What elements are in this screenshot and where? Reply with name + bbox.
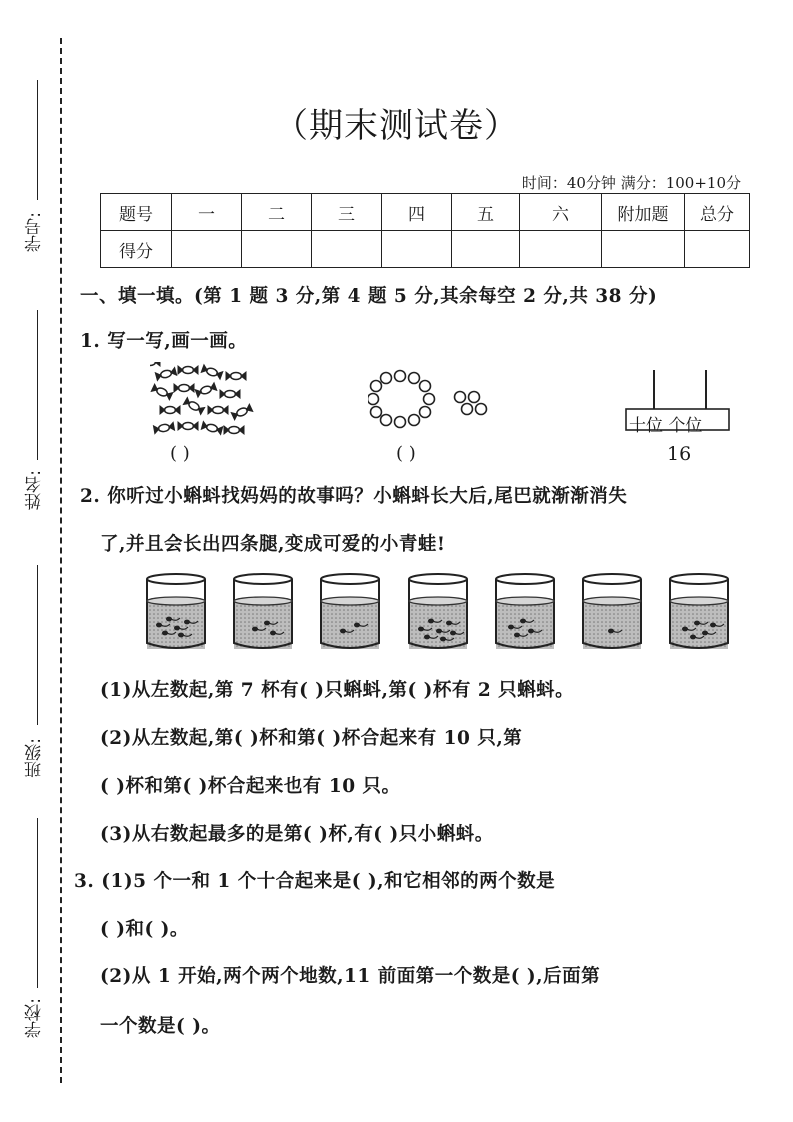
cup-2 xyxy=(234,574,292,649)
section-heading: 一、填一填。(第 1 题 3 分,第 4 题 5 分,其余每空 2 分,共 38 分) xyxy=(80,286,658,307)
header-cell: 一 xyxy=(172,194,242,231)
score-cell[interactable] xyxy=(452,231,520,268)
question-2-line1: 2. 你听过小蝌蚪找妈妈的故事吗？小蝌蚪长大后,尾巴就渐渐消失 xyxy=(80,486,628,507)
header-cell: 附加题 xyxy=(602,194,685,231)
header-cell: 四 xyxy=(382,194,452,231)
abacus-number: 16 xyxy=(667,443,692,465)
student-no-label: 学号: xyxy=(25,212,45,252)
question-2-sub2-line1: (2)从左数起,第( )杯和第( )杯合起来有 10 只,第 xyxy=(100,728,523,749)
cup-5 xyxy=(496,574,554,649)
binding-dashed-line xyxy=(60,38,62,1083)
school-label: 学校: xyxy=(25,998,45,1038)
question-3-sub1-line2: ( )和( )。 xyxy=(100,919,189,940)
beads-picture xyxy=(368,368,498,438)
tadpole-cups-picture xyxy=(145,573,745,655)
score-cell[interactable] xyxy=(242,231,312,268)
header-cell: 总分 xyxy=(685,194,750,231)
score-row-label: 得分 xyxy=(101,231,172,268)
question-2-sub1: (1)从左数起,第 7 杯有( )只蝌蚪,第( )杯有 2 只蝌蚪。 xyxy=(100,680,575,701)
cup-7 xyxy=(670,574,728,649)
school-line xyxy=(37,818,38,988)
header-cell: 题号 xyxy=(101,194,172,231)
score-table-score-row xyxy=(101,231,750,268)
class-line xyxy=(37,565,38,725)
exam-info: 时间：40分钟 满分：100+10分 xyxy=(521,174,741,192)
name-label: 姓名: xyxy=(25,470,45,510)
cup-1 xyxy=(147,574,205,649)
score-table xyxy=(100,193,750,268)
score-table-header-row xyxy=(101,194,750,231)
question-2-sub2-line2: ( )杯和第( )杯合起来也有 10 只。 xyxy=(100,776,401,797)
question-2-line2: 了,并且会长出四条腿,变成可爱的小青蛙! xyxy=(100,534,446,555)
score-cell[interactable] xyxy=(382,231,452,268)
question-3-sub1-line1: 3. (1)5 个一和 1 个十合起来是( ),和它相邻的两个数是 xyxy=(74,871,556,892)
score-cell[interactable] xyxy=(312,231,382,268)
abacus-place-label: 十位 个位 xyxy=(629,416,703,436)
class-label: 班级: xyxy=(25,738,45,778)
question-3-sub2-line2: 一个数是( )。 xyxy=(100,1016,221,1037)
candies-picture xyxy=(150,362,255,440)
answer-blank-beads[interactable]: ( ) xyxy=(396,443,416,464)
header-cell: 三 xyxy=(312,194,382,231)
cup-6 xyxy=(583,574,641,649)
answer-blank-candies[interactable]: ( ) xyxy=(170,443,190,464)
header-cell: 六 xyxy=(520,194,602,231)
question-1: 1. 写一写,画一画。 xyxy=(80,331,248,352)
name-line xyxy=(37,310,38,460)
score-cell[interactable] xyxy=(172,231,242,268)
cup-4 xyxy=(409,574,467,649)
cup-3 xyxy=(321,574,379,649)
score-cell[interactable] xyxy=(685,231,750,268)
header-cell: 二 xyxy=(242,194,312,231)
page-title: （期末测试卷） xyxy=(274,106,519,146)
header-cell: 五 xyxy=(452,194,520,231)
score-cell[interactable] xyxy=(520,231,602,268)
score-cell[interactable] xyxy=(602,231,685,268)
question-3-sub2-line1: (2)从 1 开始,两个两个地数,11 前面第一个数是( ),后面第 xyxy=(100,966,601,987)
question-2-sub3: (3)从右数起最多的是第( )杯,有( )只小蝌蚪。 xyxy=(100,824,494,845)
